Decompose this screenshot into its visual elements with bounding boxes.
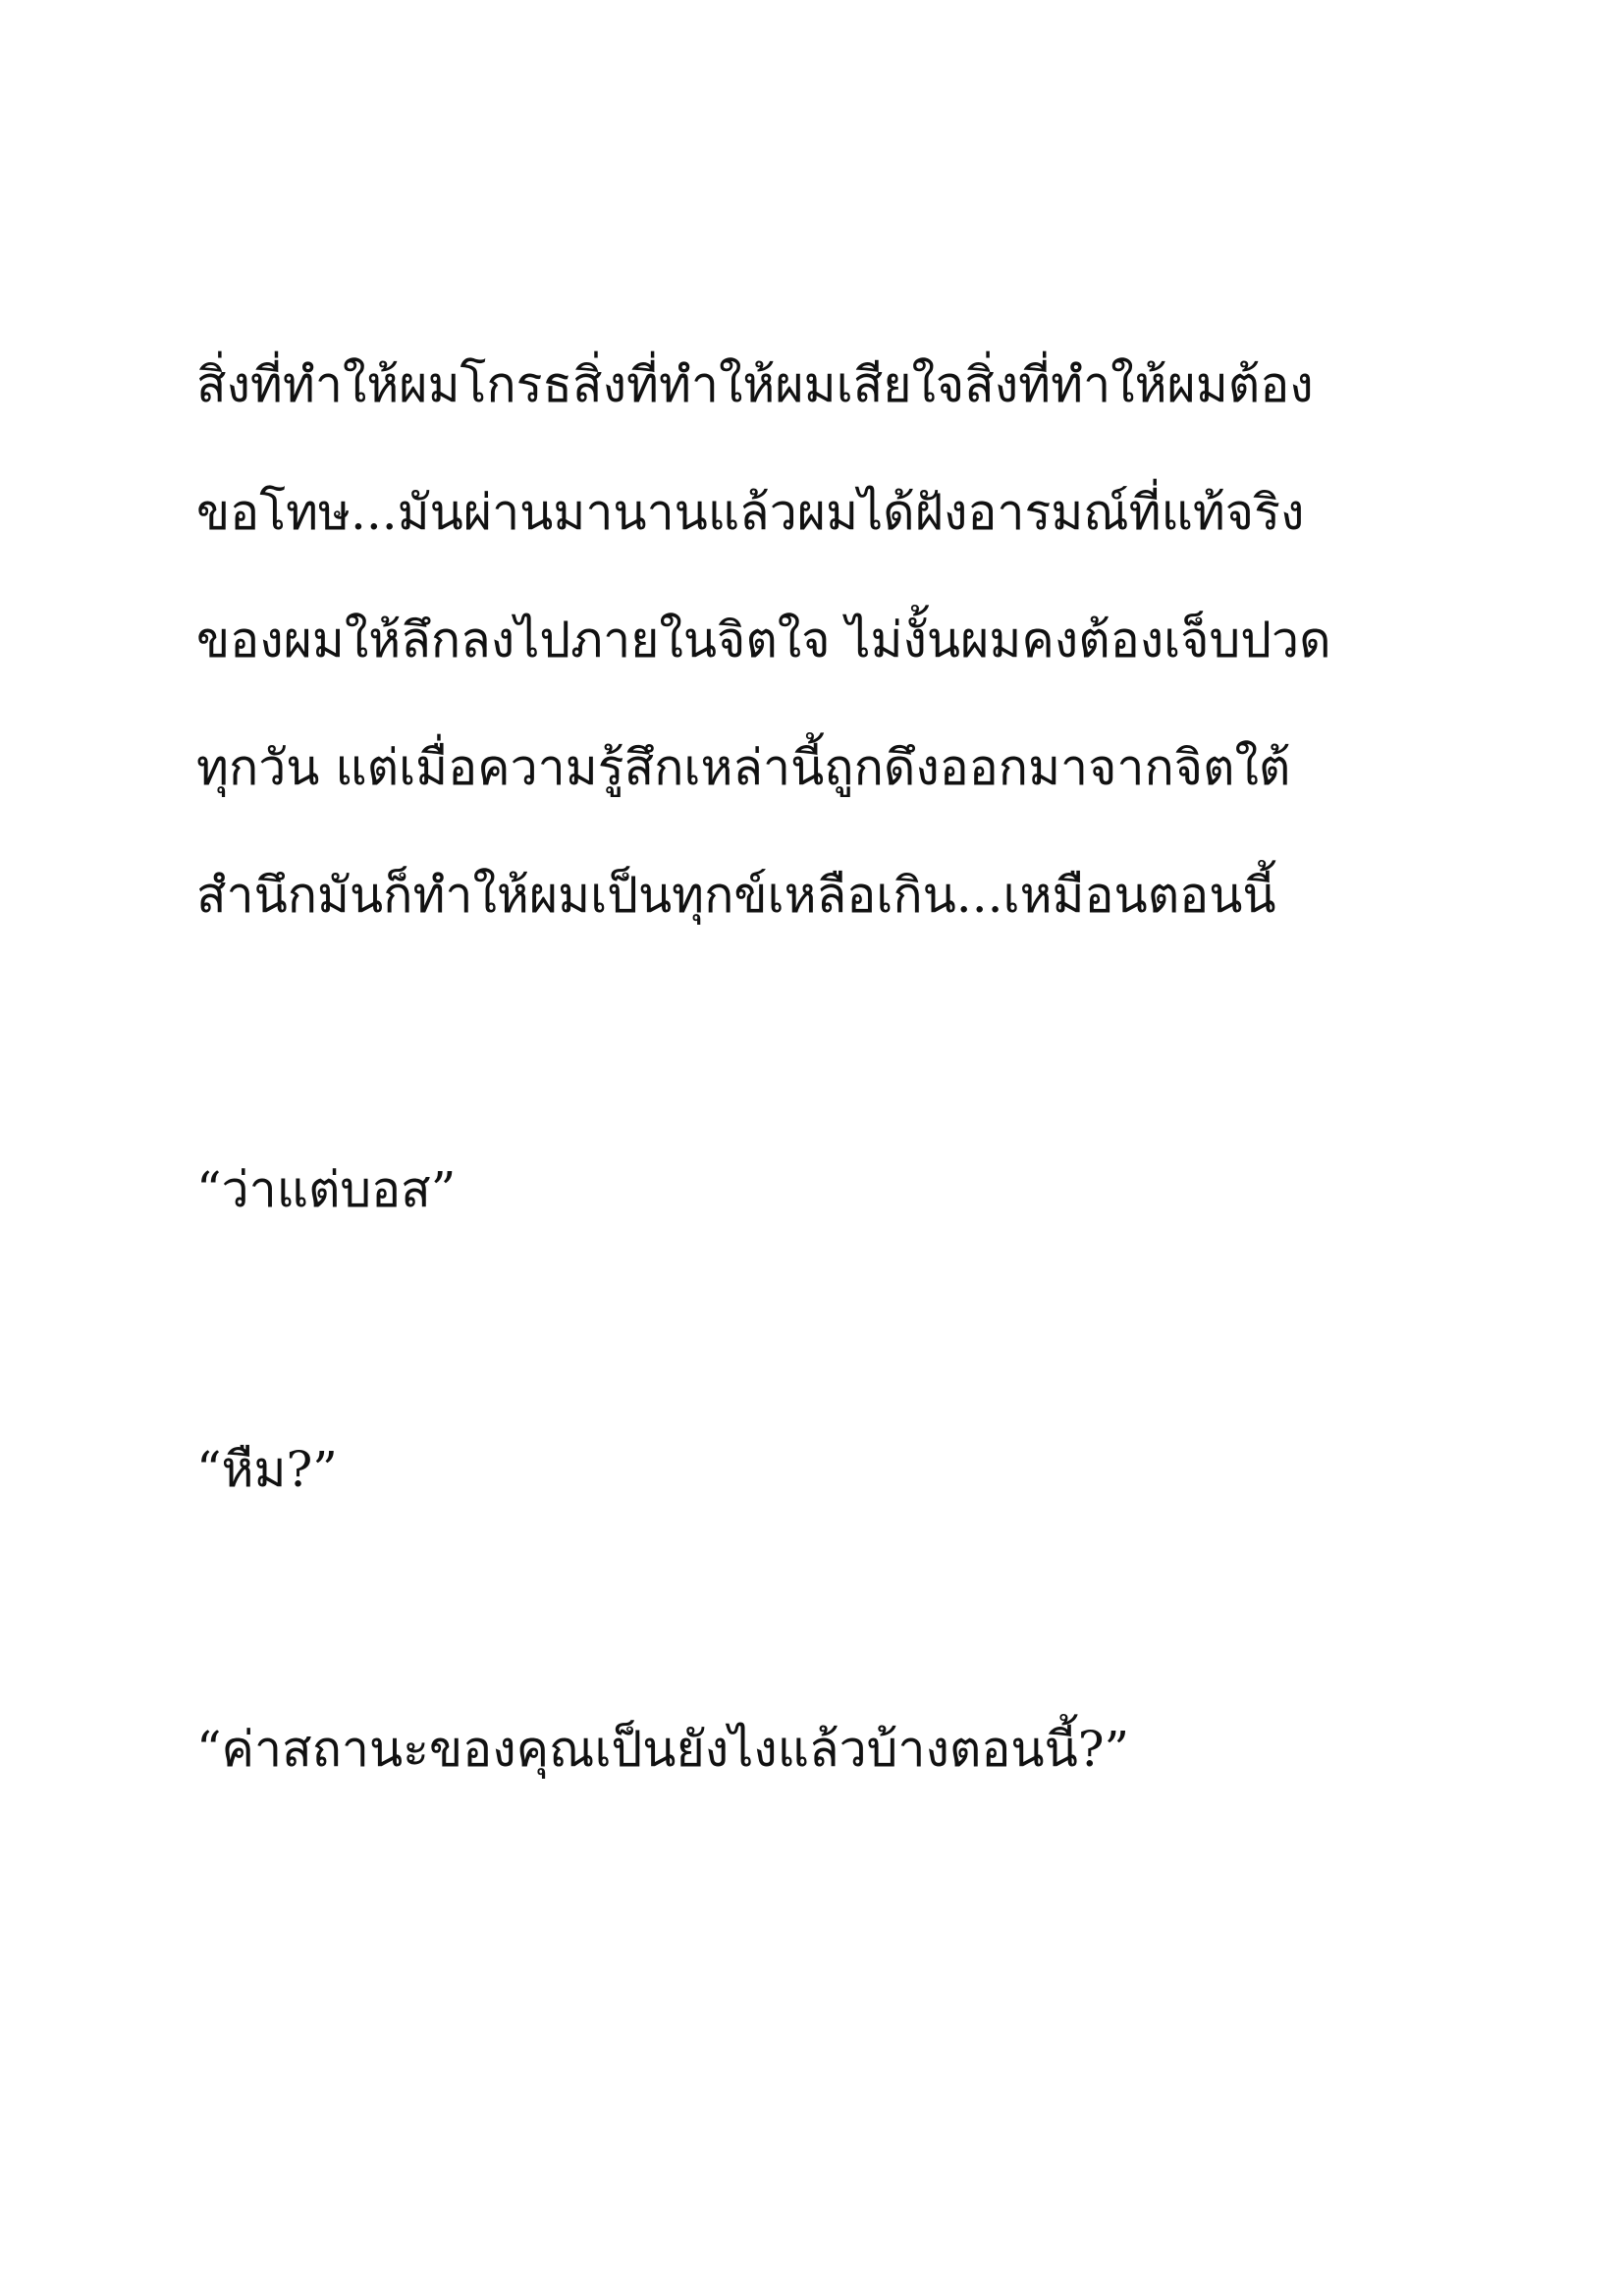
dialogue-line: “หืม?”: [196, 1441, 338, 1498]
paragraph-line: สำนึกมันก็ทำให้ผมเป็นทุกข์เหลือเกิน...เหมือนตอนนี้: [196, 867, 1276, 924]
dialogue-line: “ค่าสถานะของคุณเป็นยังไงแล้วบ้างตอนนี้?”: [196, 1721, 1130, 1778]
paragraph-line: ขอโทษ...มันผ่านมานานแล้วผมได้ฝังอารมณ์ที่แท้จริง: [196, 484, 1305, 541]
dialogue-line: “ว่าแต่บอส”: [196, 1161, 457, 1218]
paragraph-line: สิ่งที่ทำให้ผมโกรธสิ่งที่ทำให้ผมเสียใจสิ่งที่ทำให้ผมต้อง: [196, 356, 1314, 413]
paragraph-line: ของผมให้ลึกลงไปภายในจิตใจ ไม่งั้นผมคงต้องเจ็บปวด: [196, 612, 1331, 668]
paragraph-line: ทุกวัน แต่เมื่อความรู้สึกเหล่านี้ถูกดึงออกมาจากจิตใต้: [196, 739, 1291, 796]
